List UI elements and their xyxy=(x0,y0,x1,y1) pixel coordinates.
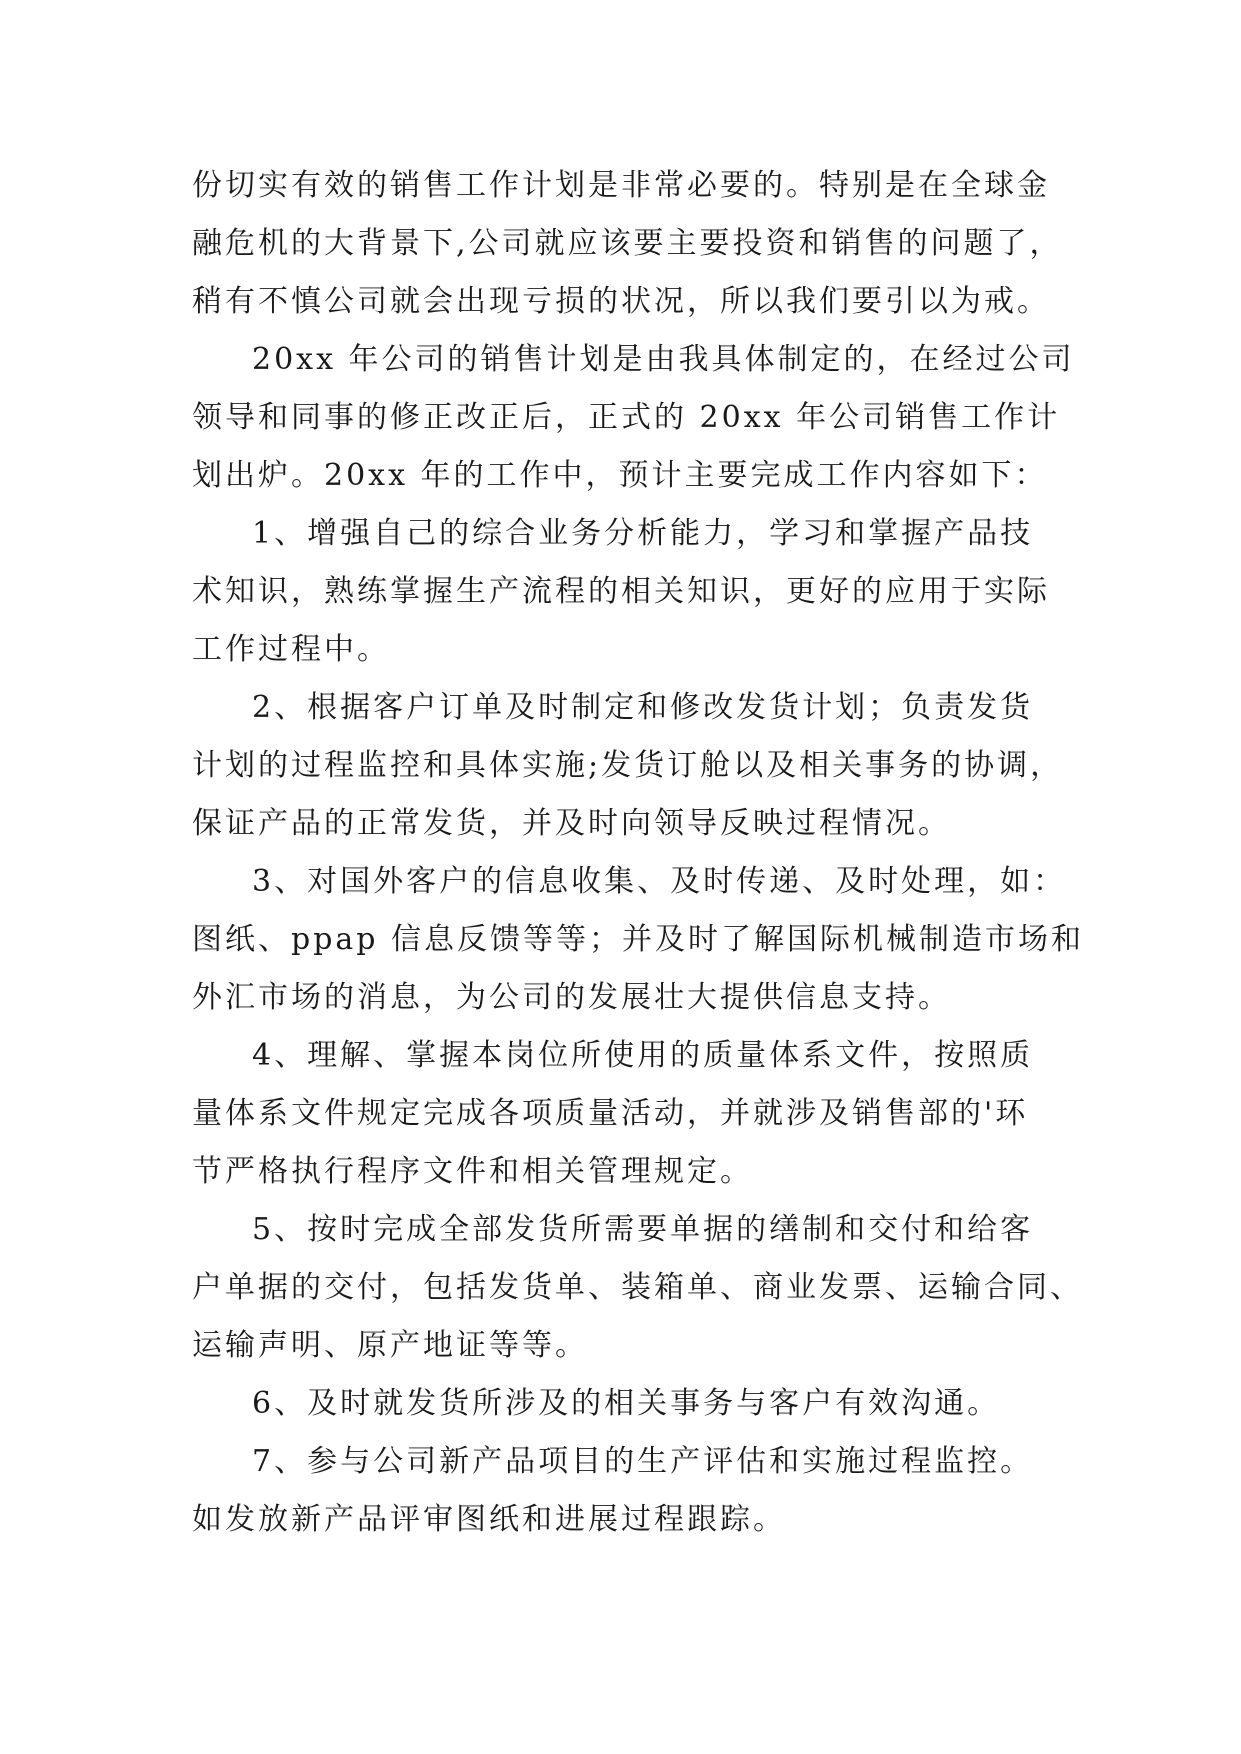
text-line: 份切实有效的销售工作计划是非常必要的。特别是在全球金 xyxy=(192,168,1050,203)
text-line: 领导和同事的修正改正后，正式的 20xx 年公司销售工作计 xyxy=(192,400,1061,435)
list-item-3: 3、对国外客户的信息收集、及时传递、及时处理，如： xyxy=(252,864,1067,899)
document-body xyxy=(192,157,1092,1549)
list-item-6: 6、及时就发货所涉及的相关事务与客户有效沟通。 xyxy=(252,1386,1001,1421)
text-line: 节严格执行程序文件和相关管理规定。 xyxy=(192,1154,753,1189)
text-line: 术知识，熟练掌握生产流程的相关知识，更好的应用于实际 xyxy=(192,574,1050,609)
text-line: 如发放新产品评审图纸和进展过程跟踪。 xyxy=(192,1502,786,1537)
list-item-7: 7、参与公司新产品项目的生产评估和实施过程监控。 xyxy=(252,1444,1034,1479)
text-line: 工作过程中。 xyxy=(192,632,390,667)
list-item-5: 5、按时完成全部发货所需要单据的缮制和交付和给客 xyxy=(252,1212,1034,1247)
text-line: 外汇市场的消息，为公司的发展壮大提供信息支持。 xyxy=(192,980,951,1015)
text-line: 量体系文件规定完成各项质量活动，并就涉及销售部的'环 xyxy=(192,1096,1029,1131)
text-line: 运输声明、原产地证等等。 xyxy=(192,1328,588,1363)
text-line: 图纸、ppap 信息反馈等等；并及时了解国际机械制造市场和 xyxy=(192,922,1085,957)
text-line: 融危机的大背景下,公司就应该要主要投资和销售的问题了， xyxy=(192,226,1063,261)
text-line: 划出炉。20xx 年的工作中，预计主要完成工作内容如下： xyxy=(192,458,1048,493)
text-line: 户单据的交付，包括发货单、装箱单、商业发票、运输合同、 xyxy=(192,1270,1083,1305)
list-item-4: 4、理解、掌握本岗位所使用的质量体系文件，按照质 xyxy=(252,1038,1034,1073)
text-line: 稍有不慎公司就会出现亏损的状况，所以我们要引以为戒。 xyxy=(192,284,1050,319)
paragraph-first-line: 20xx 年公司的销售计划是由我具体制定的，在经过公司 xyxy=(252,342,1075,377)
text-line: 保证产品的正常发货，并及时向领导反映过程情况。 xyxy=(192,806,951,841)
list-item-1: 1、增强自己的综合业务分析能力，学习和掌握产品技 xyxy=(252,516,1034,551)
text-line: 计划的过程监控和具体实施;发货订舱以及相关事务的协调， xyxy=(192,748,1064,783)
list-item-2: 2、根据客户订单及时制定和修改发货计划；负责发货 xyxy=(252,690,1034,725)
